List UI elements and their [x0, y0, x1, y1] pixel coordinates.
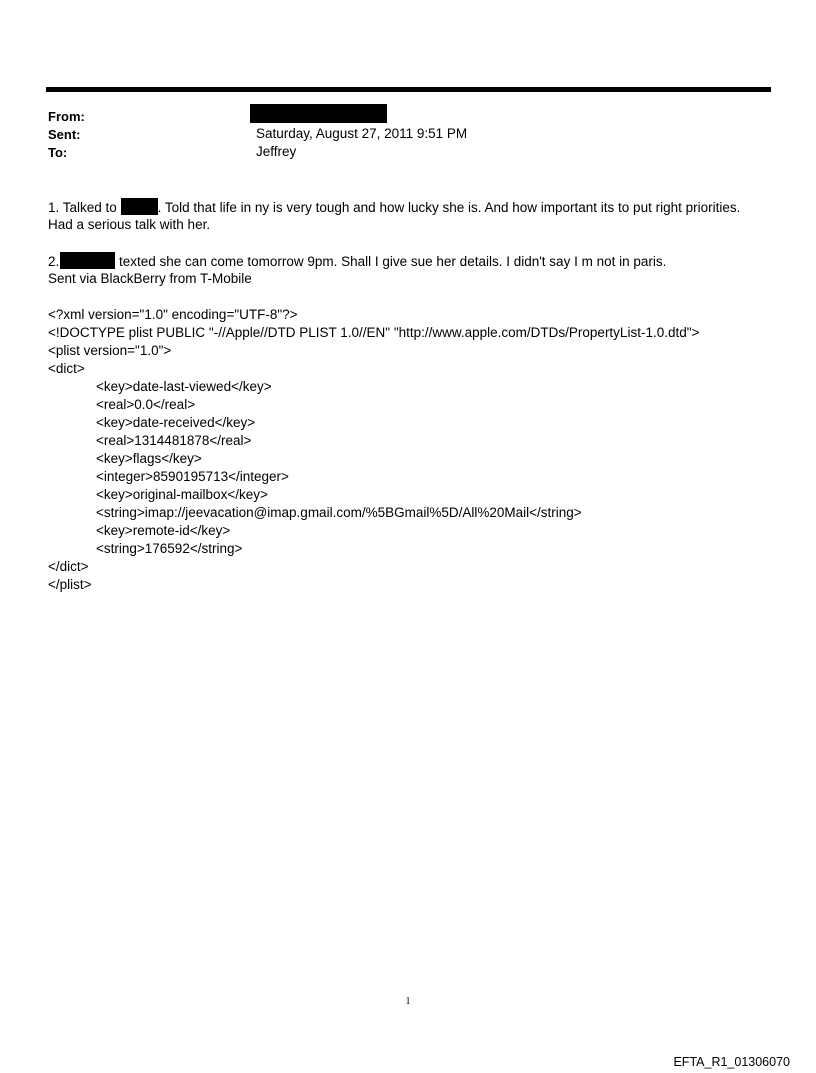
header-rule: [46, 87, 771, 92]
message-paragraph-1: [48, 198, 740, 217]
plist-line: <string>176592</string>: [96, 541, 243, 556]
plist-line: <key>flags</key>: [96, 451, 202, 466]
document-id: EFTA_R1_01306070: [673, 1055, 790, 1069]
p2-start: 2.: [48, 254, 60, 269]
plist-line: <!DOCTYPE plist PUBLIC "-//Apple//DTD PLIST 1.0//EN" "http://www.apple.com/DTDs/PropertyList-1.0.dtd">: [48, 325, 700, 340]
plist-line: </dict>: [48, 559, 89, 574]
plist-line: <real>1314481878</real>: [96, 433, 252, 448]
sent-value: Saturday, August 27, 2011 9:51 PM: [256, 126, 468, 141]
to-label: To:: [48, 145, 68, 160]
plist-line: <key>date-last-viewed</key>: [96, 379, 272, 394]
message-paragraph-2: [48, 252, 666, 271]
from-label: From:: [48, 109, 85, 124]
redaction-block: [60, 252, 115, 269]
page-number: 1: [405, 996, 411, 1007]
plist-line: <key>date-received</key>: [96, 415, 256, 430]
plist-line: <string>imap://jeevacation@imap.gmail.com/%5BGmail%5D/All%20Mail</string>: [96, 505, 582, 520]
plist-line: <real>0.0</real>: [96, 397, 196, 412]
sent-label: Sent:: [48, 127, 81, 142]
p2-end: texted she can come tomorrow 9pm. Shall I give sue her details. I didn't say I m not in paris.: [115, 254, 667, 269]
redaction-block: [121, 198, 158, 215]
plist-line: </plist>: [48, 577, 92, 592]
plist-line: <dict>: [48, 361, 85, 376]
plist-line: <integer>8590195713</integer>: [96, 469, 289, 484]
to-value: Jeffrey: [256, 144, 297, 159]
redacted-sender: [250, 104, 387, 123]
p1-start: 1. Talked to: [48, 200, 121, 215]
plist-line: <key>original-mailbox</key>: [96, 487, 268, 502]
plist-line: <plist version="1.0">: [48, 343, 172, 358]
plist-line: <?xml version="1.0" encoding="UTF-8"?>: [48, 307, 298, 322]
p1-end: . Told that life in ny is very tough and how lucky she is. And how important its to put right priorities.: [157, 200, 741, 215]
signature-line: Sent via BlackBerry from T-Mobile: [48, 271, 252, 286]
message-paragraph-1-continued: Had a serious talk with her.: [48, 217, 211, 232]
plist-line: <key>remote-id</key>: [96, 523, 231, 538]
